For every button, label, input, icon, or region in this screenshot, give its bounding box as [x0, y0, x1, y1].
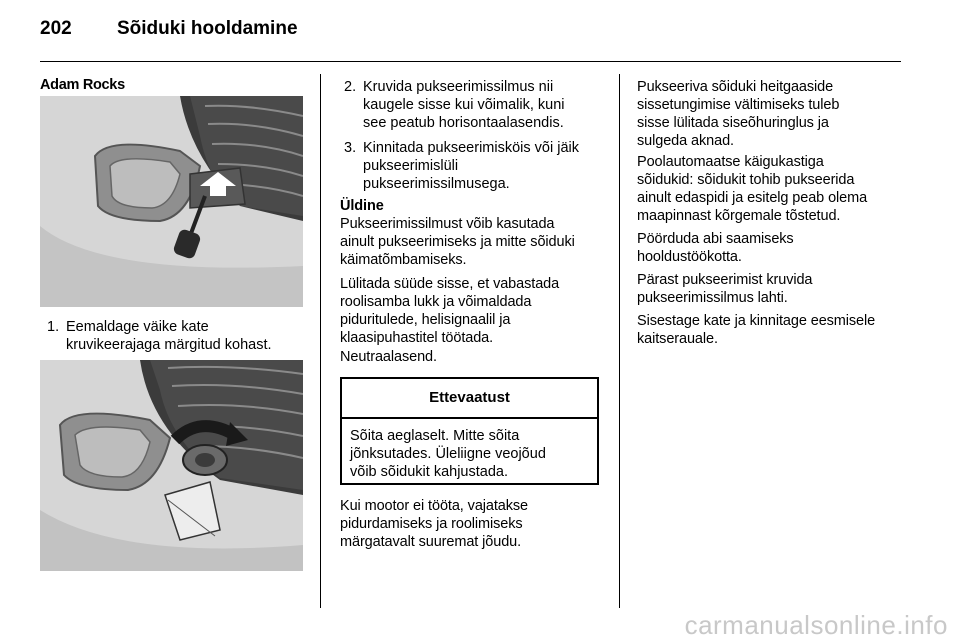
caution-title: Ettevaatust	[342, 379, 597, 419]
semi-automatic-line-1: Poolautomaatse käigukastiga	[637, 154, 824, 170]
step-2-line-3: see peatub horisontaalasendis.	[363, 115, 564, 131]
insert-cover-paragraph	[637, 312, 917, 348]
workshop-paragraph	[637, 230, 917, 266]
general-line-3: käimatõmbamiseks.	[340, 252, 467, 268]
step-3-line-1: Kinnitada pukseerimisköis või jäik	[363, 140, 579, 156]
watermark: carmanualsonline.info	[684, 610, 948, 640]
ignition-line-2: roolisamba lukk ja võimaldada	[340, 294, 532, 310]
exhaust-line-1: Pukseeriva sõiduki heitgaaside	[637, 79, 834, 95]
exhaust-line-4: sulgeda aknad.	[637, 133, 734, 149]
ignition-paragraph	[340, 275, 610, 347]
header-rule	[40, 61, 901, 62]
workshop-line-1: Pöörduda abi saamiseks	[637, 231, 794, 247]
general-section	[340, 197, 610, 269]
engine-off-line-1: Kui mootor ei tööta, vajatakse	[340, 498, 529, 514]
caution-line-1: Sõita aeglaselt. Mitte sõita	[350, 428, 520, 444]
engine-off-line-3: märgatavalt suuremat jõudu.	[340, 534, 522, 550]
caution-box	[340, 377, 599, 485]
exhaust-paragraph	[637, 78, 917, 150]
workshop-line-2: hooldustöökotta.	[637, 249, 742, 265]
step-3-line-3: pukseerimissilmusega.	[363, 176, 510, 192]
page-number: 202	[40, 18, 72, 39]
neutral-paragraph: Neutraalasend.	[340, 349, 437, 365]
semi-automatic-line-2: sõidukid: sõidukit tohib pukseerida	[637, 172, 855, 188]
figure-cover-removal	[40, 360, 303, 571]
caution-line-2: jõnksutades. Üleliigne veojõud	[350, 446, 546, 462]
step-1-line-2: kruvikeerajaga märgitud kohast.	[66, 337, 272, 353]
exhaust-line-3: sisse lülitada siseõhuringlus ja	[637, 115, 829, 131]
step-2-number: 2.	[344, 79, 357, 95]
general-heading: Üldine	[340, 198, 384, 214]
engine-off-paragraph	[340, 497, 610, 551]
page-title: Sõiduki hooldamine	[117, 18, 298, 39]
engine-off-line-2: pidurdamiseks ja roolimiseks	[340, 516, 523, 532]
semi-automatic-line-3: ainult edaspidi ja esitelg peab olema	[637, 190, 868, 206]
semi-automatic-paragraph	[637, 153, 917, 225]
general-line-1: Pukseerimissilmust võib kasutada	[340, 216, 555, 232]
column-divider-1	[320, 74, 321, 608]
step-2-line-1: Kruvida pukseerimissilmus nii	[363, 79, 554, 95]
unscrew-line-2: pukseerimissilmus lahti.	[637, 290, 788, 306]
exhaust-line-2: sissetungimise vältimiseks tuleb	[637, 97, 840, 113]
figure-towing-eye-installed	[40, 96, 303, 307]
step-3-number: 3.	[344, 140, 357, 156]
ignition-line-3: piduritulede, helisignaalil ja	[340, 312, 511, 328]
step-1-number: 1.	[47, 319, 60, 335]
ignition-line-4: klaasipuhastitel töötada.	[340, 330, 494, 346]
semi-automatic-line-4: maapinnast kõrgemale tõstetud.	[637, 208, 841, 224]
insert-cover-line-2: kaitserauale.	[637, 331, 718, 347]
unscrew-paragraph	[637, 271, 917, 307]
insert-cover-line-1: Sisestage kate ja kinnitage eesmisele	[637, 313, 876, 329]
caution-line-3: võib sõidukit kahjustada.	[350, 464, 508, 480]
step-1-line-1: Eemaldage väike kate	[66, 319, 209, 335]
general-line-2: ainult pukseerimiseks ja mitte sõiduki	[340, 234, 575, 250]
ignition-line-1: Lülitada süüde sisse, et vabastada	[340, 276, 560, 292]
section-heading-adam-rocks: Adam Rocks	[40, 77, 125, 93]
step-3-line-2: pukseerimislüli	[363, 158, 459, 174]
step-2-line-2: kaugele sisse kui võimalik, kuni	[363, 97, 565, 113]
unscrew-line-1: Pärast pukseerimist kruvida	[637, 272, 813, 288]
column-divider-2	[619, 74, 620, 608]
